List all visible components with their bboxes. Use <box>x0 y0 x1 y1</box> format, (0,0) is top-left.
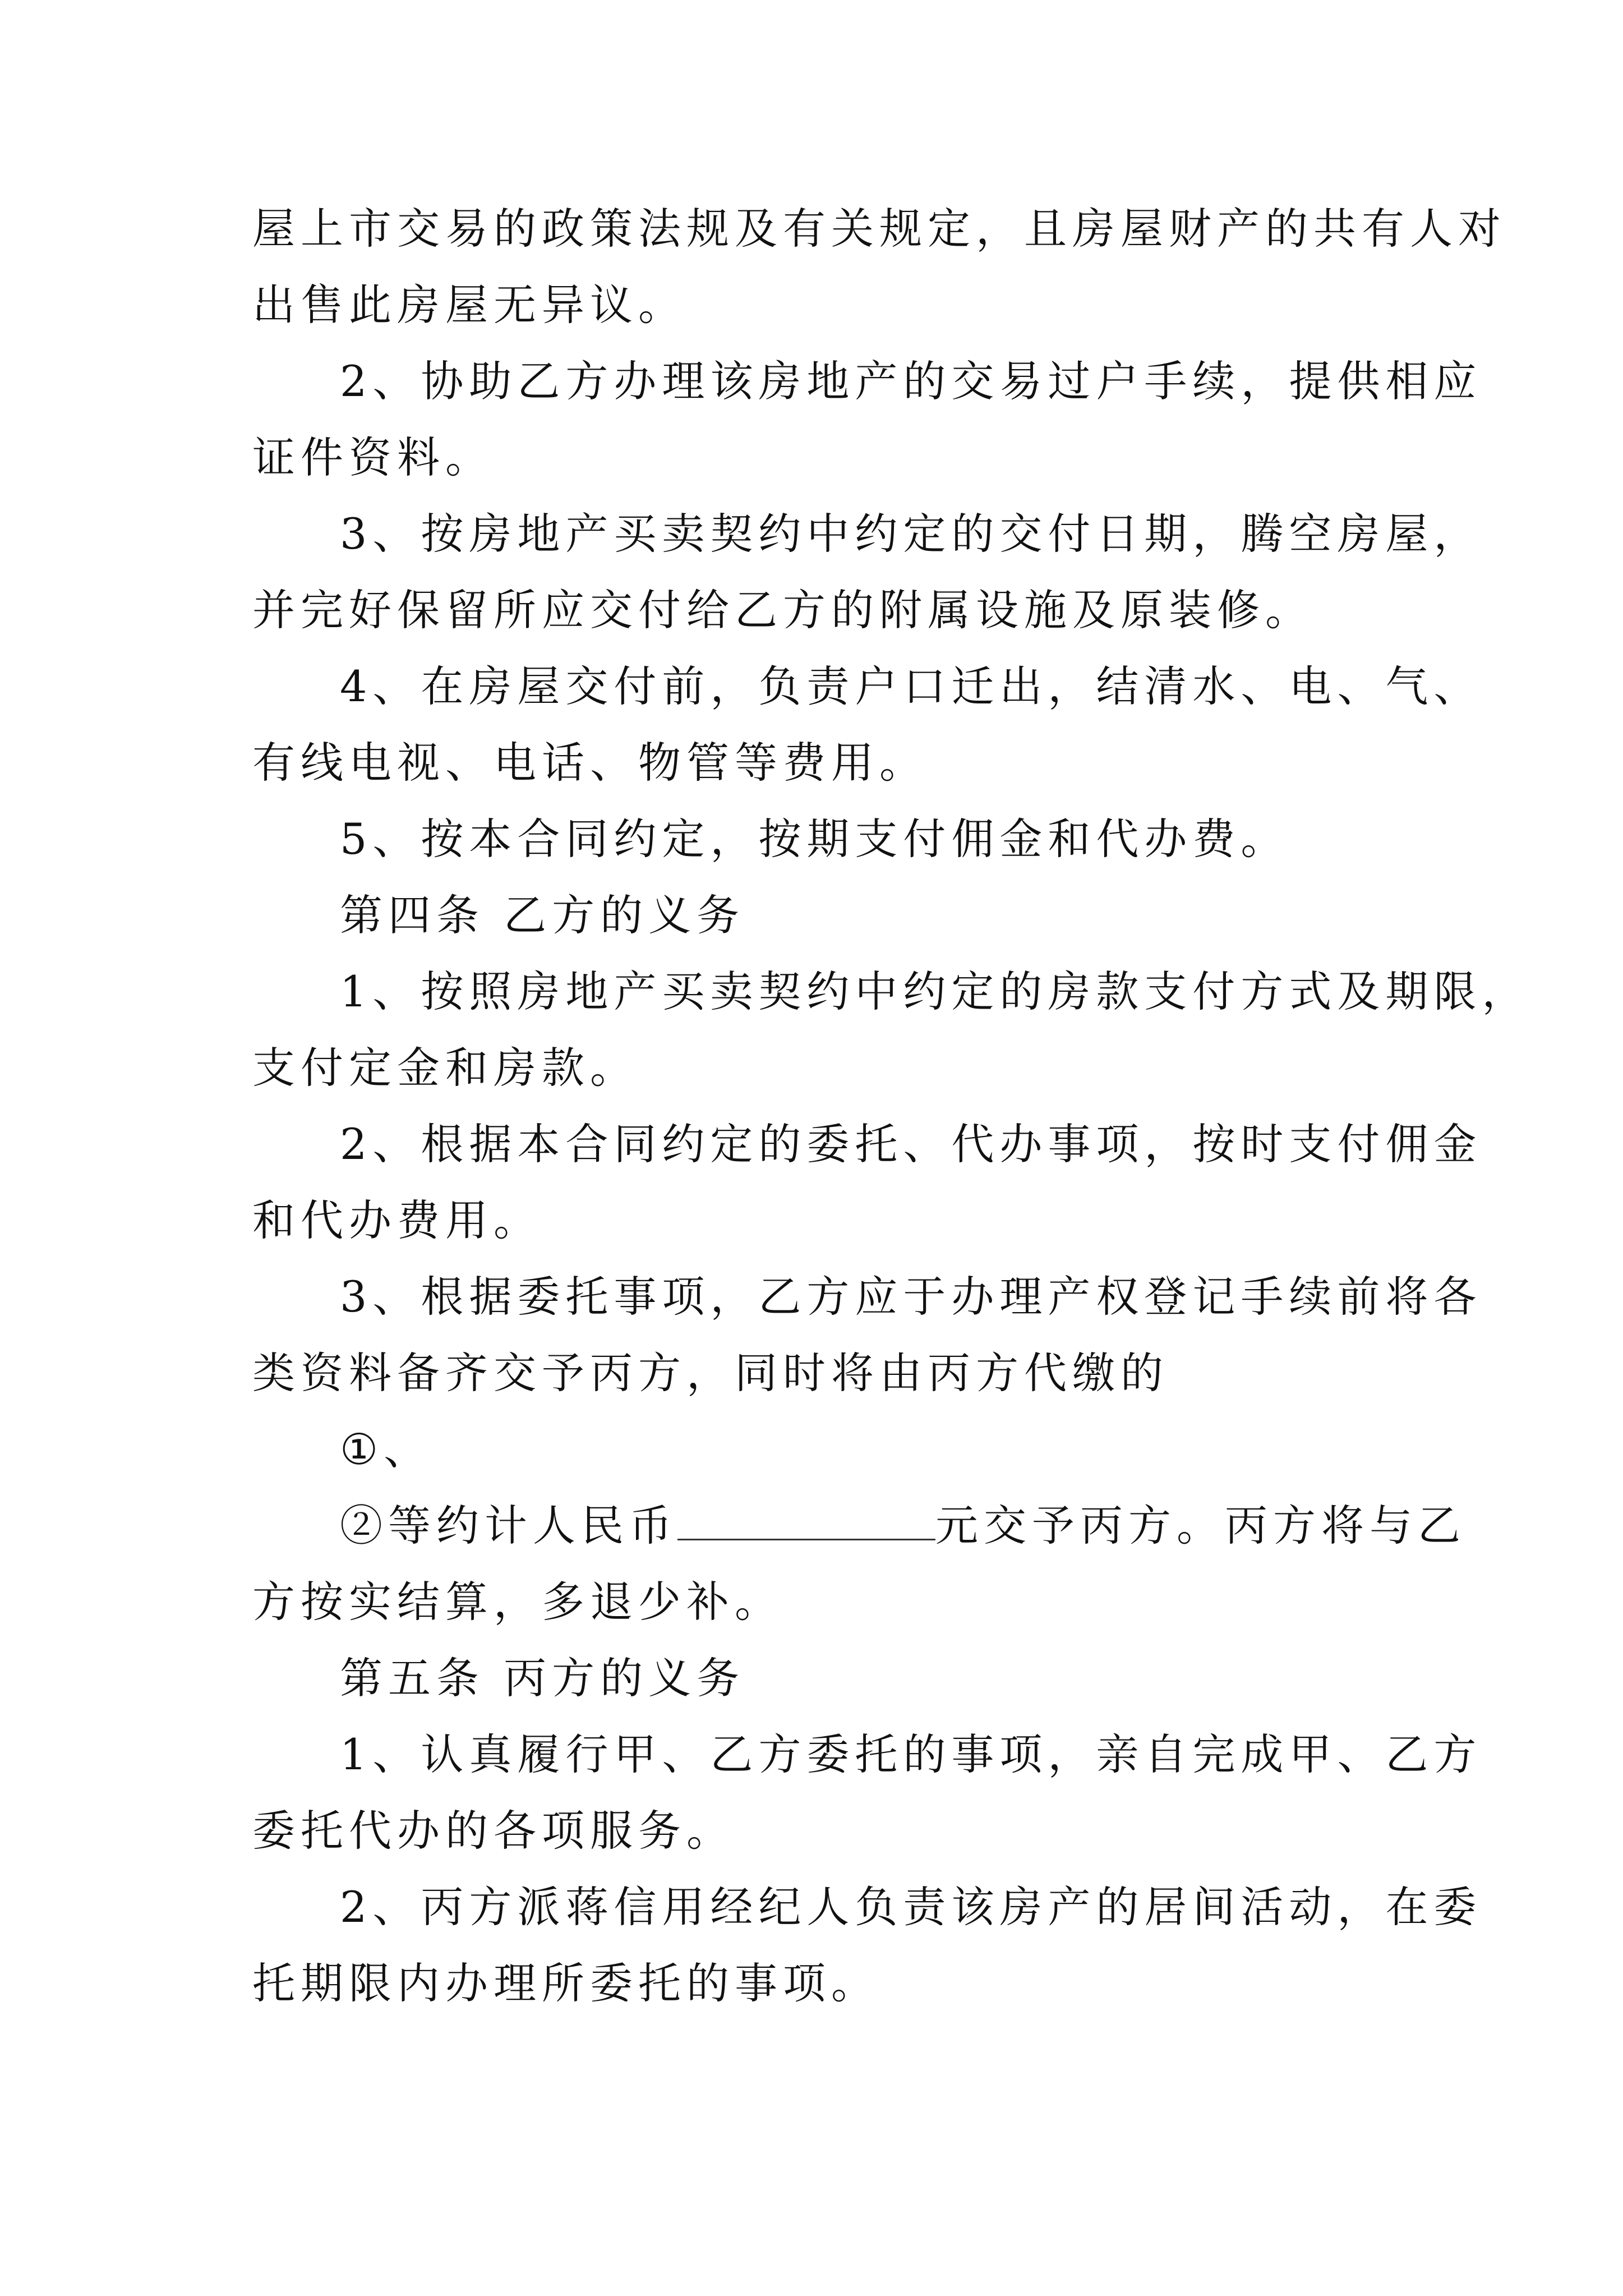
text-line-19: 方按实结算，多退少补。 <box>252 1577 783 1627</box>
text-line-12: 支付定金和房款。 <box>252 1043 638 1093</box>
clause-item-4: 4、在房屋交付前，负责户口迁出，结清水、电、气、 <box>340 661 1482 711</box>
text-line-8: 有线电视、电话、物管等费用。 <box>252 738 928 788</box>
text-line-16: 类资料备齐交予丙方，同时将由丙方代缴的 <box>252 1348 1169 1398</box>
document-page <box>252 191 1530 2022</box>
text-line-14: 和代办费用。 <box>252 1195 542 1245</box>
sub-item-2-before: ②等约计人民币 <box>340 1501 677 1550</box>
article-4-item-3: 3、根据委托事项，乙方应于办理产权登记手续前将各 <box>340 1272 1482 1322</box>
sub-item-2-after: 元交予丙方。丙方将与乙 <box>935 1501 1466 1550</box>
text-line-2: 出售此房屋无异议。 <box>252 280 686 330</box>
text-line-6: 并完好保留所应交付给乙方的附属设施及原装修。 <box>252 585 1313 635</box>
article-5-item-2: 2、丙方派蒋信用经纪人负责该房产的居间活动，在委 <box>340 1882 1482 1932</box>
text-line-24: 托期限内办理所委托的事项。 <box>252 1958 879 2008</box>
sub-item-2 <box>252 1488 1466 1564</box>
article-5-item-1: 1、认真履行甲、乙方委托的事项，亲自完成甲、乙方 <box>340 1729 1482 1779</box>
clause-item-2: 2、协助乙方办理该房地产的交易过户手续，提供相应 <box>340 356 1482 406</box>
article-4-item-1: 1、按照房地产买卖契约中约定的房款支付方式及期限， <box>340 967 1530 1016</box>
text-line-22: 委托代办的各项服务。 <box>252 1806 735 1856</box>
article-4-item-2: 2、根据本合同约定的委托、代办事项，按时支付佣金 <box>340 1119 1482 1169</box>
clause-item-3: 3、按房地产买卖契约中约定的交付日期，腾空房屋， <box>340 509 1482 559</box>
article-5-heading: 第五条 丙方的义务 <box>340 1653 745 1703</box>
sub-item-1: ①、 <box>340 1424 432 1474</box>
article-4-heading: 第四条 乙方的义务 <box>340 890 745 940</box>
text-line-4: 证件资料。 <box>252 432 494 482</box>
clause-item-5: 5、按本合同约定，按期支付佣金和代办费。 <box>340 814 1289 864</box>
amount-blank <box>677 1499 935 1540</box>
text-line-1: 屋上市交易的政策法规及有关规定，且房屋财产的共有人对 <box>252 204 1506 254</box>
